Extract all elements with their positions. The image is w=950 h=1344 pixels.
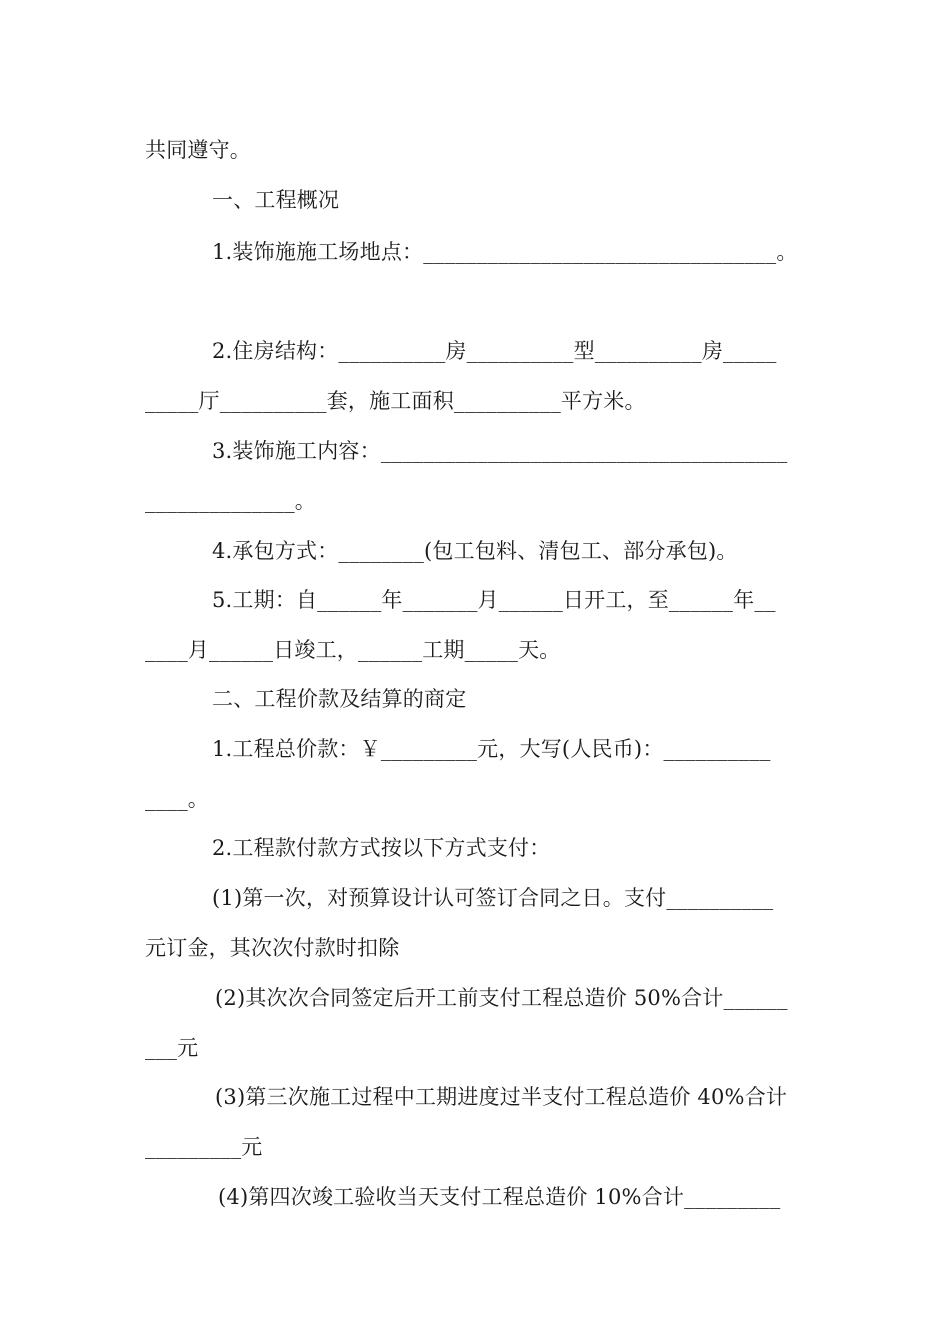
text-line-10: ____月______日竣工，______工期_____天。 [145,638,561,662]
text-line-20: _________元 [145,1135,263,1159]
section-heading-2: 二、工程价款及结算的商定 [212,687,467,711]
text-line-5: _____厅__________套，施工面积__________平方米。 [145,389,646,413]
text-line-6: 3.装饰施工内容：______________________________________ [212,439,788,463]
text-line-15: (1)第一次，对预算设计认可签订合同之日。支付__________ [212,886,774,910]
text-line-8: 4.承包方式：________(包工包料、清包工、部分承包)。 [212,539,738,563]
text-line-13: ____。 [145,787,209,811]
text-line-16: 元订金，其次次付款时扣除 [145,936,400,960]
text-line-4: 2.住房结构：__________房__________型__________房_____ [212,339,777,363]
text-line-3: 1.装饰施施工场地点：_________________________________。 [212,240,798,264]
text-line-9: 5.工期：自______年_______月______日开工，至______年__ [212,588,776,612]
text-line-7: ______________。 [145,489,316,513]
text-line-17: (2)其次次合同签定后开工前支付工程总造价 50%合计______ [215,986,788,1010]
text-line-1: 共同遵守。 [145,138,251,162]
text-line-14: 2.工程款付款方式按以下方式支付： [212,836,551,860]
text-line-19: (3)第三次施工过程中工期进度过半支付工程总造价 40%合计 [215,1085,788,1109]
text-line-18: ___元 [145,1036,199,1060]
text-line-21: (4)第四次竣工验收当天支付工程总造价 10%合计_________ [218,1185,781,1209]
section-heading-1: 一、工程概况 [212,188,340,212]
text-line-12: 1.工程总价款：￥_________元，大写(人民币)：__________ [212,737,771,761]
